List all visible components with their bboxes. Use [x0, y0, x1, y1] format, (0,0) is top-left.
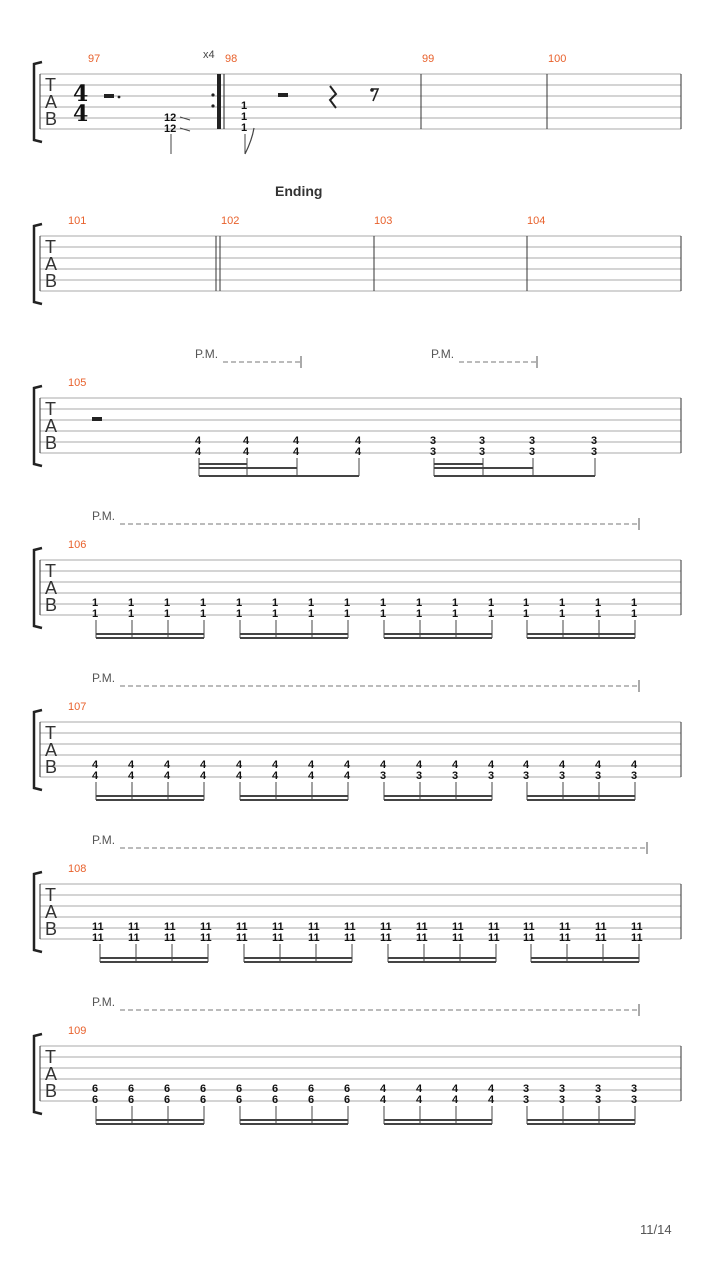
fret-number: 4: [243, 446, 250, 458]
fret-number: 1: [128, 608, 135, 620]
fret-number: 4: [195, 435, 202, 447]
fret-number: 11: [523, 932, 535, 944]
fret-number: 11: [164, 932, 176, 944]
fret-number: 1: [236, 597, 243, 609]
fret-number: 6: [236, 1094, 243, 1106]
fret-number: 6: [164, 1083, 171, 1095]
fret-number: 1: [523, 597, 530, 609]
fret-number: 3: [523, 1094, 530, 1106]
measure-number: 103: [374, 215, 393, 227]
measure-number: 100: [548, 53, 567, 65]
fret-number: 4: [355, 435, 362, 447]
fret-number: 4: [293, 435, 300, 447]
fret-number: 1: [344, 608, 351, 620]
fret-number: 4: [559, 759, 566, 771]
section-label: Ending: [275, 183, 323, 199]
time-signature-top: 4: [73, 81, 89, 107]
fret-number: 6: [200, 1083, 207, 1095]
fret-number: 4: [128, 770, 135, 782]
fret-number: 12: [164, 123, 177, 135]
fret-number: 1: [416, 597, 423, 609]
fret-number: 1: [595, 597, 602, 609]
fret-number: 3: [523, 1083, 530, 1095]
fret-number: 6: [272, 1083, 279, 1095]
tab-letter-a: A: [45, 578, 58, 598]
fret-number: 11: [92, 921, 104, 933]
fret-number: 11: [200, 932, 212, 944]
fret-number: 4: [488, 759, 495, 771]
tab-letter-a: A: [45, 416, 58, 436]
tab-letter-t: T: [45, 885, 56, 905]
fret-number: 11: [236, 921, 248, 933]
fret-number: 4: [200, 770, 207, 782]
system-4: [34, 509, 681, 638]
measure-number: 99: [422, 53, 435, 65]
fret-number: 6: [92, 1083, 99, 1095]
fret-number: 1: [559, 608, 566, 620]
fret-number: 3: [631, 1094, 638, 1106]
fret-number: 4: [293, 446, 300, 458]
measure-number: 104: [527, 215, 546, 227]
fret-number: 3: [479, 446, 486, 458]
fret-number: 3: [380, 770, 387, 782]
tab-letter-t: T: [45, 723, 56, 743]
fret-number: 6: [308, 1083, 315, 1095]
system-2: [34, 215, 681, 304]
fret-number: 3: [595, 1083, 602, 1095]
fret-number: 3: [631, 1083, 638, 1095]
fret-number: 4: [164, 759, 171, 771]
tab-letter-b: B: [45, 757, 58, 777]
fret-number: 4: [452, 1094, 459, 1106]
measure-number: 108: [68, 863, 87, 875]
fret-number: 11: [128, 932, 140, 944]
system-6: [34, 833, 681, 962]
fret-number: 3: [430, 435, 437, 447]
fret-number: 4: [272, 759, 279, 771]
fret-number: 4: [380, 1083, 387, 1095]
fret-number: 4: [488, 1083, 495, 1095]
fret-number: 11: [308, 921, 320, 933]
fret-number: 1: [236, 608, 243, 620]
palm-mute-label: P.M.: [92, 671, 116, 685]
quarter-rest: [330, 86, 336, 108]
fret-number: 6: [200, 1094, 207, 1106]
tab-letter-t: T: [45, 75, 56, 95]
fret-number: 1: [128, 597, 135, 609]
fret-number: 1: [241, 122, 248, 134]
fret-number: 6: [272, 1094, 279, 1106]
fret-number: 6: [92, 1094, 99, 1106]
half-rest: [104, 94, 114, 98]
fret-number: 11: [272, 932, 284, 944]
fret-number: 4: [452, 1083, 459, 1095]
tab-letter-b: B: [45, 595, 58, 615]
fret-number: 3: [529, 435, 536, 447]
fret-number: 4: [308, 759, 315, 771]
fret-number: 1: [452, 597, 459, 609]
system-1: [34, 49, 681, 154]
fret-number: 11: [380, 921, 392, 933]
measure-number: 107: [68, 701, 87, 713]
fret-number: 11: [559, 932, 571, 944]
fret-number: 1: [200, 608, 207, 620]
system-3: [34, 347, 681, 476]
measure-number: 98: [225, 53, 238, 65]
fret-number: 1: [416, 608, 423, 620]
fret-number: 4: [272, 770, 279, 782]
fret-number: 11: [308, 932, 320, 944]
measure-number: 97: [88, 53, 101, 65]
tab-letter-b: B: [45, 271, 58, 291]
fret-number: 4: [243, 435, 250, 447]
fret-number: 11: [164, 921, 176, 933]
fret-number: 3: [595, 770, 602, 782]
fret-number: 4: [164, 770, 171, 782]
fret-number: 4: [236, 759, 243, 771]
fret-number: 4: [128, 759, 135, 771]
fret-number: 3: [559, 1083, 566, 1095]
fret-number: 11: [595, 921, 607, 933]
fret-number: 1: [272, 597, 279, 609]
measure-number: 102: [221, 215, 240, 227]
fret-number: 11: [200, 921, 212, 933]
fret-number: 11: [380, 932, 392, 944]
fret-number: 4: [355, 446, 362, 458]
palm-mute-label: P.M.: [92, 995, 116, 1009]
fret-number: 11: [488, 921, 500, 933]
tab-letter-b: B: [45, 433, 58, 453]
fret-number: 1: [488, 597, 495, 609]
fret-number: 6: [308, 1094, 315, 1106]
palm-mute-label: P.M.: [92, 833, 116, 847]
fret-number: 4: [380, 1094, 387, 1106]
tab-letter-t: T: [45, 237, 56, 257]
tab-letter-b: B: [45, 1081, 58, 1101]
fret-number: 4: [595, 759, 602, 771]
fret-number: 3: [529, 446, 536, 458]
system-7: [34, 995, 681, 1124]
palm-mute-label: P.M.: [92, 509, 116, 523]
fret-number: 3: [591, 435, 598, 447]
fret-number: 4: [416, 759, 423, 771]
fret-number: 3: [631, 770, 638, 782]
half-rest: [278, 93, 288, 97]
fret-number: 1: [488, 608, 495, 620]
fret-number: 1: [164, 608, 171, 620]
fret-number: 4: [200, 759, 207, 771]
fret-number: 11: [631, 921, 643, 933]
tab-letter-a: A: [45, 740, 58, 760]
fret-number: 4: [92, 770, 99, 782]
fret-number: 3: [559, 1094, 566, 1106]
fret-number: 1: [380, 608, 387, 620]
fret-number: 12: [164, 112, 177, 124]
time-signature-bottom: 4: [73, 101, 89, 127]
fret-number: 4: [452, 759, 459, 771]
staff-lines: [40, 74, 681, 129]
fret-number: 1: [631, 597, 638, 609]
fret-number: 6: [128, 1094, 135, 1106]
fret-number: 3: [430, 446, 437, 458]
tab-letter-t: T: [45, 1047, 56, 1067]
fret-number: 4: [308, 770, 315, 782]
fret-number: 6: [344, 1094, 351, 1106]
fret-number: 4: [416, 1094, 423, 1106]
measure-number: 105: [68, 377, 87, 389]
fret-number: 11: [416, 921, 428, 933]
fret-number: 1: [308, 608, 315, 620]
fret-number: 4: [523, 759, 530, 771]
fret-number: 11: [595, 932, 607, 944]
tab-letter-b: B: [45, 919, 58, 939]
fret-number: 11: [272, 921, 284, 933]
fret-number: 1: [92, 608, 99, 620]
fret-number: 4: [380, 759, 387, 771]
fret-number: 1: [164, 597, 171, 609]
fret-number: 1: [200, 597, 207, 609]
fret-number: 4: [344, 770, 351, 782]
fret-number: 1: [241, 111, 248, 123]
page-number: 11/14: [640, 1222, 672, 1237]
fret-number: 1: [523, 608, 530, 620]
fret-number: 11: [631, 932, 643, 944]
repeat-count: x4: [203, 49, 215, 61]
fret-number: 3: [479, 435, 486, 447]
tab-letter-a: A: [45, 254, 58, 274]
fret-number: 4: [195, 446, 202, 458]
fret-number: 3: [416, 770, 423, 782]
fret-number: 11: [236, 932, 248, 944]
fret-number: 1: [380, 597, 387, 609]
fret-number: 3: [591, 446, 598, 458]
fret-number: 1: [272, 608, 279, 620]
fret-number: 4: [416, 1083, 423, 1095]
palm-mute-label: P.M.: [195, 347, 219, 361]
palm-mute-label: P.M.: [431, 347, 455, 361]
fret-number: 4: [236, 770, 243, 782]
fret-number: 3: [523, 770, 530, 782]
measure-number: 106: [68, 539, 87, 551]
fret-number: 1: [559, 597, 566, 609]
fret-number: 11: [128, 921, 140, 933]
fret-number: 4: [488, 1094, 495, 1106]
fret-number: 3: [452, 770, 459, 782]
fret-number: 1: [344, 597, 351, 609]
system-5: [34, 671, 681, 800]
tab-letter-a: A: [45, 1064, 58, 1084]
half-rest: [92, 417, 102, 421]
fret-number: 6: [128, 1083, 135, 1095]
tab-letter-t: T: [45, 561, 56, 581]
fret-number: 11: [344, 932, 356, 944]
fret-number: 3: [595, 1094, 602, 1106]
tab-letter-t: T: [45, 399, 56, 419]
fret-number: 11: [559, 921, 571, 933]
fret-number: 1: [308, 597, 315, 609]
fret-number: 4: [92, 759, 99, 771]
fret-number: 11: [452, 921, 464, 933]
fret-number: 11: [92, 932, 104, 944]
fret-number: 11: [488, 932, 500, 944]
fret-number: 11: [452, 932, 464, 944]
fret-number: 11: [523, 921, 535, 933]
fret-number: 1: [452, 608, 459, 620]
measure-number: 109: [68, 1025, 87, 1037]
fret-number: 11: [344, 921, 356, 933]
fret-number: 3: [559, 770, 566, 782]
measure-number: 101: [68, 215, 87, 227]
fret-number: 3: [488, 770, 495, 782]
fret-number: 6: [164, 1094, 171, 1106]
fret-number: 4: [344, 759, 351, 771]
fret-number: 6: [344, 1083, 351, 1095]
tab-letter-a: A: [45, 92, 58, 112]
tab-letter-b: B: [45, 109, 58, 129]
fret-number: 11: [416, 932, 428, 944]
fret-number: 1: [631, 608, 638, 620]
fret-number: 6: [236, 1083, 243, 1095]
tab-letter-a: A: [45, 902, 58, 922]
fret-number: 1: [595, 608, 602, 620]
fret-number: 1: [92, 597, 99, 609]
fret-number: 4: [631, 759, 638, 771]
fret-number: 1: [241, 100, 248, 112]
